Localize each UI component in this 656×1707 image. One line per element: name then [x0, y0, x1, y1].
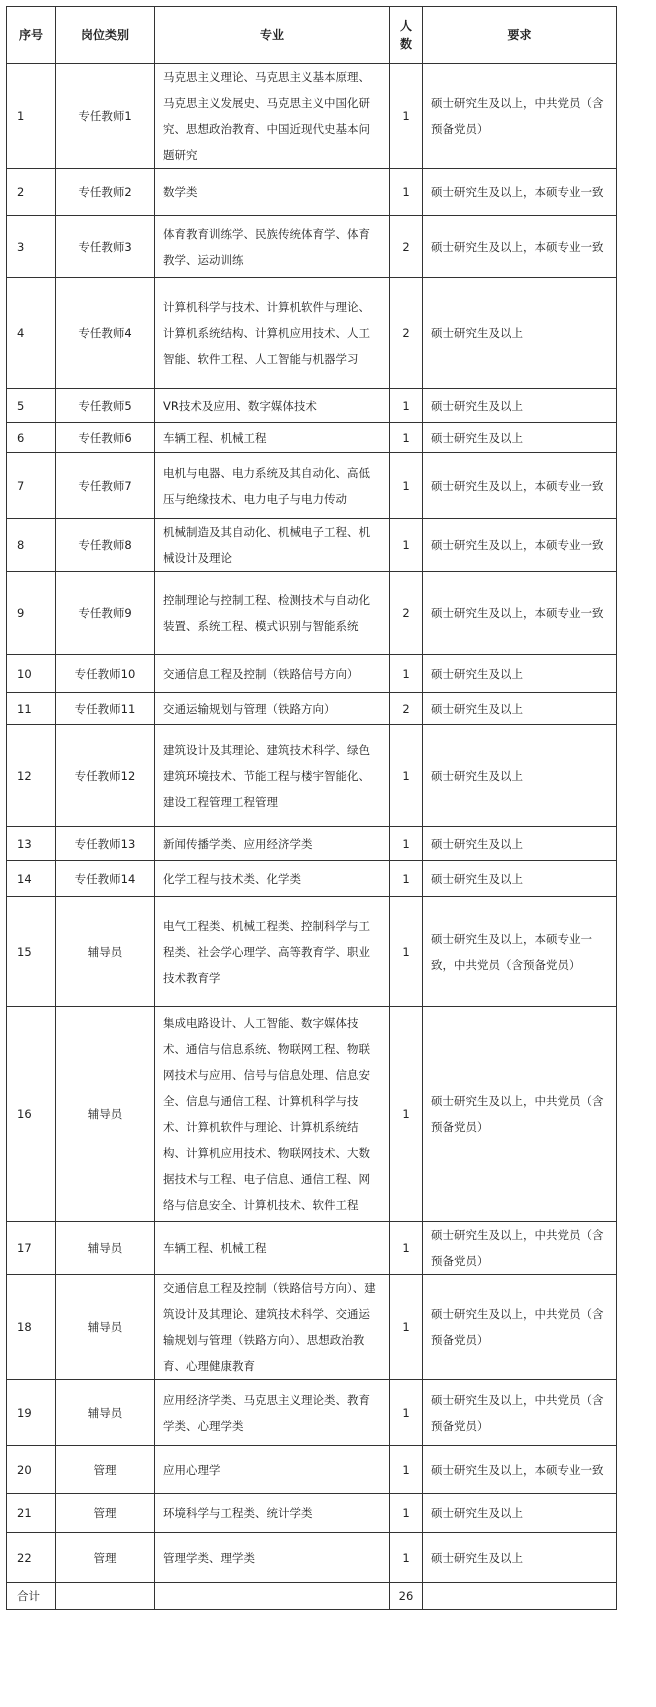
row-requirement: 硕士研究生及以上 [423, 693, 617, 725]
table-header-row [7, 7, 617, 64]
row-major: 应用心理学 [155, 1446, 390, 1494]
row-requirement: 硕士研究生及以上，中共党员（含预备党员） [423, 1275, 617, 1380]
header-index: 序号 [7, 7, 56, 64]
table-row [7, 389, 617, 423]
row-index: 22 [7, 1533, 56, 1583]
row-count: 1 [390, 1494, 423, 1533]
table-row [7, 1007, 617, 1222]
row-major: 控制理论与控制工程、检测技术与自动化装置、系统工程、模式识别与智能系统 [155, 572, 390, 655]
row-index: 6 [7, 423, 56, 453]
row-requirement: 硕士研究生及以上 [423, 1494, 617, 1533]
row-major: 计算机科学与技术、计算机软件与理论、计算机系统结构、计算机应用技术、人工智能、软件工程、人工智能与机器学习 [155, 278, 390, 389]
row-category: 专任教师2 [56, 169, 155, 216]
row-category: 专任教师12 [56, 725, 155, 827]
row-major: 集成电路设计、人工智能、数字媒体技术、通信与信息系统、物联网工程、物联网技术与应用、信号与信息处理、信息安全、信息与通信工程、计算机科学与技术、计算机软件与理论、计算机系统结构、计算机应用技术、物联网技术、大数据技术与工程、电子信息、通信工程、网络与信息安全、计算机技术、软件工程 [155, 1007, 390, 1222]
row-major: 建筑设计及其理论、建筑技术科学、绿色建筑环境技术、节能工程与楼宇智能化、建设工程管理工程管理 [155, 725, 390, 827]
row-index: 18 [7, 1275, 56, 1380]
row-major: 马克思主义理论、马克思主义基本原理、马克思主义发展史、马克思主义中国化研究、思想政治教育、中国近现代史基本问题研究 [155, 64, 390, 169]
header-category: 岗位类别 [56, 7, 155, 64]
row-requirement: 硕士研究生及以上，本硕专业一致，中共党员（含预备党员） [423, 897, 617, 1007]
row-category: 专任教师5 [56, 389, 155, 423]
row-category: 管理 [56, 1533, 155, 1583]
row-index: 21 [7, 1494, 56, 1533]
row-requirement: 硕士研究生及以上 [423, 423, 617, 453]
row-index: 10 [7, 655, 56, 693]
row-category: 管理 [56, 1494, 155, 1533]
row-category: 专任教师9 [56, 572, 155, 655]
row-requirement: 硕士研究生及以上 [423, 861, 617, 897]
row-major: 车辆工程、机械工程 [155, 423, 390, 453]
total-row [7, 1583, 617, 1610]
row-index: 3 [7, 216, 56, 278]
table-row [7, 1222, 617, 1275]
row-major: 电气工程类、机械工程类、控制科学与工程类、社会学心理学、高等教育学、职业技术教育学 [155, 897, 390, 1007]
row-count: 1 [390, 725, 423, 827]
row-category: 专任教师7 [56, 453, 155, 519]
row-requirement: 硕士研究生及以上，本硕专业一致 [423, 1446, 617, 1494]
row-requirement: 硕士研究生及以上，本硕专业一致 [423, 216, 617, 278]
row-count: 1 [390, 1380, 423, 1446]
table-row [7, 1446, 617, 1494]
row-category: 辅导员 [56, 1007, 155, 1222]
row-index: 16 [7, 1007, 56, 1222]
row-category: 辅导员 [56, 1222, 155, 1275]
row-category: 专任教师8 [56, 519, 155, 572]
table-row [7, 1533, 617, 1583]
row-category: 辅导员 [56, 897, 155, 1007]
row-index: 9 [7, 572, 56, 655]
row-index: 7 [7, 453, 56, 519]
row-index: 19 [7, 1380, 56, 1446]
row-count: 1 [390, 897, 423, 1007]
table-row [7, 693, 617, 725]
row-requirement: 硕士研究生及以上，中共党员（含预备党员） [423, 1007, 617, 1222]
row-count: 1 [390, 389, 423, 423]
header-requirement: 要求 [423, 7, 617, 64]
row-index: 11 [7, 693, 56, 725]
row-category: 专任教师14 [56, 861, 155, 897]
row-major: 交通信息工程及控制（铁路信号方向） [155, 655, 390, 693]
row-count: 2 [390, 693, 423, 725]
row-category: 专任教师13 [56, 827, 155, 861]
row-major: 数学类 [155, 169, 390, 216]
table-row [7, 1380, 617, 1446]
header-count [390, 7, 423, 64]
row-major: 新闻传播学类、应用经济学类 [155, 827, 390, 861]
row-index: 13 [7, 827, 56, 861]
row-count: 2 [390, 216, 423, 278]
total-label: 合计 [7, 1583, 56, 1610]
row-count: 1 [390, 1533, 423, 1583]
row-count: 2 [390, 572, 423, 655]
row-requirement: 硕士研究生及以上 [423, 725, 617, 827]
total-empty-category [56, 1583, 155, 1610]
row-index: 15 [7, 897, 56, 1007]
table-row [7, 1275, 617, 1380]
row-requirement: 硕士研究生及以上 [423, 827, 617, 861]
row-index: 12 [7, 725, 56, 827]
table-row [7, 897, 617, 1007]
row-count: 1 [390, 169, 423, 216]
row-count: 1 [390, 827, 423, 861]
row-index: 1 [7, 64, 56, 169]
total-count: 26 [390, 1583, 423, 1610]
row-category: 专任教师11 [56, 693, 155, 725]
row-count: 1 [390, 1222, 423, 1275]
row-count: 2 [390, 278, 423, 389]
row-index: 8 [7, 519, 56, 572]
table-row [7, 453, 617, 519]
table-row [7, 572, 617, 655]
row-major: 交通信息工程及控制（铁路信号方向）、建筑设计及其理论、建筑技术科学、交通运输规划与管理（铁路方向）、思想政治教育、心理健康教育 [155, 1275, 390, 1380]
header-major: 专业 [155, 7, 390, 64]
row-count: 1 [390, 64, 423, 169]
row-index: 14 [7, 861, 56, 897]
row-index: 4 [7, 278, 56, 389]
row-index: 20 [7, 1446, 56, 1494]
row-category: 辅导员 [56, 1380, 155, 1446]
row-major: 应用经济学类、马克思主义理论类、教育学类、心理学类 [155, 1380, 390, 1446]
row-category: 专任教师3 [56, 216, 155, 278]
header-count-line1: 人 [399, 19, 412, 33]
header-count-line2: 数 [399, 37, 412, 51]
table-row [7, 423, 617, 453]
row-requirement: 硕士研究生及以上，本硕专业一致 [423, 519, 617, 572]
row-requirement: 硕士研究生及以上 [423, 1533, 617, 1583]
row-major: 车辆工程、机械工程 [155, 1222, 390, 1275]
row-requirement: 硕士研究生及以上，中共党员（含预备党员） [423, 64, 617, 169]
row-index: 2 [7, 169, 56, 216]
table-row [7, 861, 617, 897]
row-requirement: 硕士研究生及以上，本硕专业一致 [423, 169, 617, 216]
row-major: 环境科学与工程类、统计学类 [155, 1494, 390, 1533]
row-category: 专任教师1 [56, 64, 155, 169]
row-category: 专任教师10 [56, 655, 155, 693]
row-requirement: 硕士研究生及以上，本硕专业一致 [423, 572, 617, 655]
row-count: 1 [390, 519, 423, 572]
row-index: 5 [7, 389, 56, 423]
row-index: 17 [7, 1222, 56, 1275]
row-major: 电机与电器、电力系统及其自动化、高低压与绝缘技术、电力电子与电力传动 [155, 453, 390, 519]
row-major: 机械制造及其自动化、机械电子工程、机械设计及理论 [155, 519, 390, 572]
table-row [7, 169, 617, 216]
table-row [7, 655, 617, 693]
row-requirement: 硕士研究生及以上，中共党员（含预备党员） [423, 1222, 617, 1275]
total-empty-requirement [423, 1583, 617, 1610]
row-requirement: 硕士研究生及以上，中共党员（含预备党员） [423, 1380, 617, 1446]
row-count: 1 [390, 453, 423, 519]
table-row [7, 725, 617, 827]
row-requirement: 硕士研究生及以上 [423, 655, 617, 693]
row-major: 化学工程与技术类、化学类 [155, 861, 390, 897]
row-major: VR技术及应用、数字媒体技术 [155, 389, 390, 423]
recruitment-table [6, 6, 617, 1610]
row-major: 交通运输规划与管理（铁路方向） [155, 693, 390, 725]
table-row [7, 827, 617, 861]
row-major: 体育教育训练学、民族传统体育学、体育教学、运动训练 [155, 216, 390, 278]
table-row [7, 64, 617, 169]
row-count: 1 [390, 1446, 423, 1494]
total-empty-major [155, 1583, 390, 1610]
row-requirement: 硕士研究生及以上 [423, 278, 617, 389]
row-requirement: 硕士研究生及以上 [423, 389, 617, 423]
row-count: 1 [390, 1275, 423, 1380]
row-count: 1 [390, 861, 423, 897]
row-count: 1 [390, 423, 423, 453]
row-category: 管理 [56, 1446, 155, 1494]
row-major: 管理学类、理学类 [155, 1533, 390, 1583]
row-count: 1 [390, 1007, 423, 1222]
table-row [7, 519, 617, 572]
table-row [7, 1494, 617, 1533]
table-row [7, 278, 617, 389]
row-count: 1 [390, 655, 423, 693]
row-category: 辅导员 [56, 1275, 155, 1380]
table-row [7, 216, 617, 278]
row-category: 专任教师6 [56, 423, 155, 453]
row-category: 专任教师4 [56, 278, 155, 389]
row-requirement: 硕士研究生及以上，本硕专业一致 [423, 453, 617, 519]
